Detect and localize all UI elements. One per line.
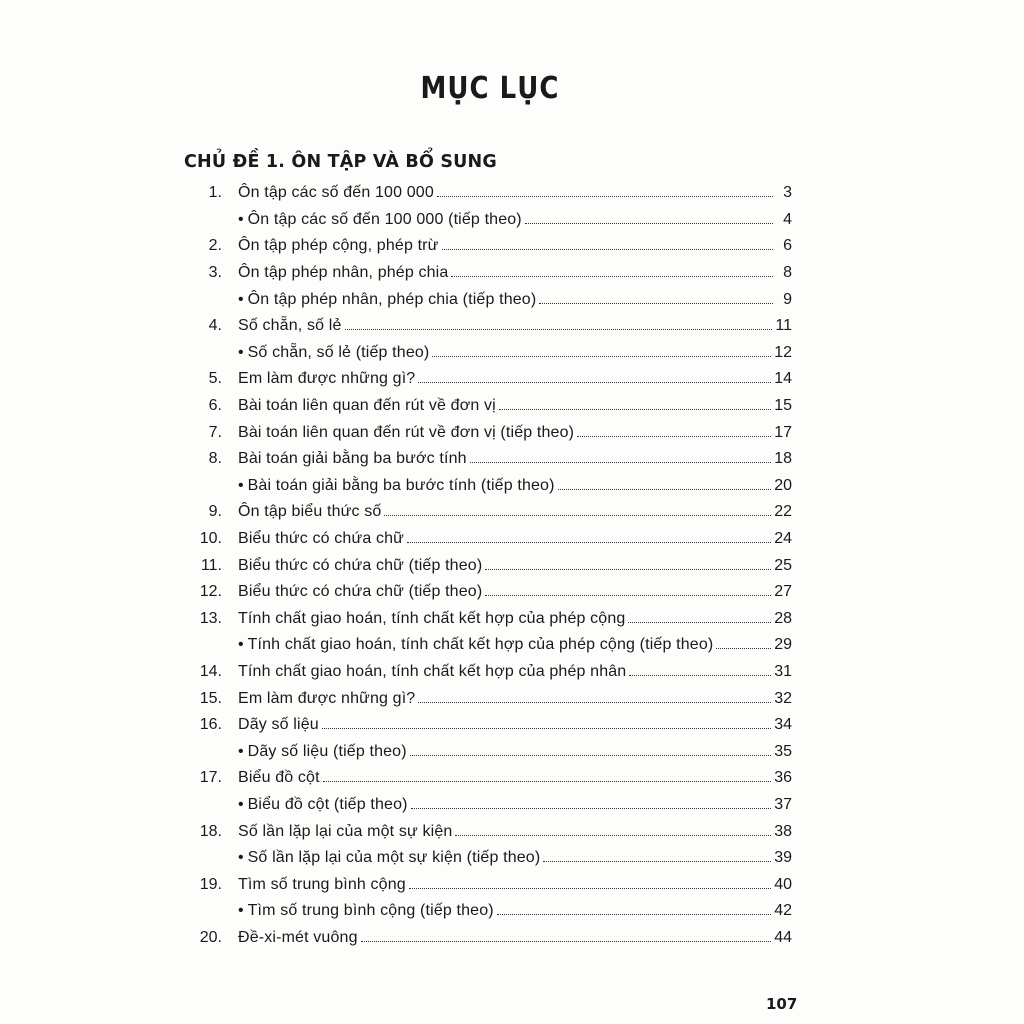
entry-number: 12. (199, 583, 222, 601)
dot-leader (628, 622, 771, 623)
entry-line (238, 902, 792, 920)
entry-title: Dãy số liệu (tiếp theo) (247, 742, 407, 760)
toc-subentry (0, 207, 1024, 234)
dot-leader (407, 542, 771, 543)
entry-number: 18. (199, 822, 222, 840)
entry-title: Ôn tập phép cộng, phép trừ (238, 237, 439, 255)
entry-page-number: 25 (774, 556, 792, 574)
entry-line (238, 929, 792, 947)
dot-leader (470, 462, 772, 463)
entry-line (238, 503, 792, 521)
entry-page-number: 32 (774, 689, 792, 707)
entry-page-number: 9 (783, 290, 792, 308)
entry-page-number: 35 (774, 742, 792, 760)
entry-number: 19. (199, 875, 222, 893)
entry-page-number: 44 (774, 928, 792, 946)
toc-entry (0, 925, 1024, 952)
entry-page-number: 27 (774, 583, 792, 601)
dot-leader (539, 303, 773, 304)
toc-entry (0, 313, 1024, 340)
entry-line (238, 211, 792, 229)
toc-entry (0, 366, 1024, 393)
entry-number: 7. (208, 423, 222, 441)
dot-leader (418, 382, 771, 383)
dot-leader (455, 835, 771, 836)
bullet-icon: • (238, 849, 244, 867)
entry-title: Số chẵn, số lẻ (238, 317, 342, 335)
toc-subentry (0, 473, 1024, 500)
entry-number: 1. (208, 184, 222, 202)
dot-leader (410, 755, 772, 756)
dot-leader (558, 489, 772, 490)
entry-line (238, 636, 792, 654)
entry-number: 9. (208, 503, 222, 521)
toc-entry (0, 659, 1024, 686)
toc-entry (0, 765, 1024, 792)
bullet-icon: • (238, 795, 244, 813)
entry-line (238, 716, 792, 734)
dot-leader (716, 648, 771, 649)
entry-line (238, 530, 792, 548)
entry-page-number: 38 (774, 822, 792, 840)
entry-number: 20. (199, 928, 222, 946)
entry-title: Ôn tập biểu thức số (238, 503, 382, 521)
bullet-icon: • (238, 343, 244, 361)
entry-line (238, 823, 792, 841)
entry-number: 8. (208, 450, 222, 468)
entry-title: Tìm số trung bình cộng (238, 875, 406, 893)
entry-page-number: 8 (783, 264, 792, 282)
entry-line (238, 663, 792, 681)
toc-entry (0, 871, 1024, 898)
entry-title: Bài toán liên quan đến rút về đơn vị (238, 397, 496, 415)
chapter-heading: CHỦ ĐỀ 1. ÔN TẬP VÀ BỔ SUNG (184, 152, 497, 172)
toc-entry (0, 499, 1024, 526)
entry-number: 11. (200, 556, 222, 574)
page-title: MỤC LỤC (420, 71, 560, 107)
dot-leader (525, 223, 773, 224)
entry-title: Em làm được những gì? (238, 689, 416, 707)
entry-line (238, 690, 792, 708)
entry-title: Tính chất giao hoán, tính chất kết hợp của phép cộng (tiếp theo) (247, 636, 714, 654)
dot-leader (323, 781, 771, 782)
entry-title: Số lần lặp lại của một sự kiện (238, 822, 453, 840)
dot-leader (345, 329, 773, 330)
entry-line (238, 796, 792, 814)
dot-leader (629, 675, 771, 676)
entry-page-number: 14 (774, 370, 792, 388)
dot-leader (432, 356, 771, 357)
entry-title: Đề-xi-mét vuông (238, 928, 358, 946)
entry-title: Ôn tập các số đến 100 000 (tiếp theo) (247, 210, 522, 228)
entry-number: 6. (208, 397, 222, 415)
entry-line (238, 450, 792, 468)
toc-entry (0, 552, 1024, 579)
entry-number: 13. (199, 609, 222, 627)
bullet-icon: • (238, 210, 244, 228)
entry-title: Biểu thức có chứa chữ (tiếp theo) (238, 583, 483, 601)
toc-subentry (0, 898, 1024, 925)
entry-title: Biểu đồ cột (tiếp theo) (247, 795, 408, 813)
bullet-icon: • (238, 476, 244, 494)
entry-title: Ôn tập phép nhân, phép chia (238, 264, 449, 282)
dot-leader (451, 276, 773, 277)
entry-page-number: 37 (774, 795, 792, 813)
entry-number: 4. (208, 317, 222, 335)
dot-leader (418, 702, 771, 703)
entry-page-number: 29 (774, 636, 792, 654)
entry-number: 3. (208, 264, 222, 282)
dot-leader (411, 808, 772, 809)
entry-title: Số chẵn, số lẻ (tiếp theo) (247, 343, 430, 361)
entry-page-number: 34 (774, 716, 792, 734)
dot-leader (384, 515, 771, 516)
entry-page-number: 40 (774, 875, 792, 893)
dot-leader (361, 941, 772, 942)
entry-page-number: 42 (774, 902, 792, 920)
entry-line (238, 876, 792, 894)
entry-title: Bài toán giải bằng ba bước tính (tiếp theo) (247, 476, 555, 494)
entry-line (238, 397, 792, 415)
toc-entry (0, 526, 1024, 553)
entry-line (238, 424, 792, 442)
entry-page-number: 11 (775, 317, 792, 335)
dot-leader (499, 409, 771, 410)
entry-title: Tìm số trung bình cộng (tiếp theo) (247, 902, 494, 920)
entry-number: 14. (199, 662, 222, 680)
toc-entry (0, 260, 1024, 287)
entry-title: Bài toán liên quan đến rút về đơn vị (tiếp theo) (238, 423, 575, 441)
entry-number: 15. (199, 689, 222, 707)
entry-page-number: 36 (774, 769, 792, 787)
entry-number: 2. (208, 237, 222, 255)
entry-line (238, 184, 792, 202)
toc-entry (0, 606, 1024, 633)
toc-entry (0, 180, 1024, 207)
bullet-icon: • (238, 636, 244, 654)
toc-entry (0, 579, 1024, 606)
entry-page-number: 4 (783, 210, 792, 228)
entry-page-number: 20 (774, 476, 792, 494)
entry-number: 17. (199, 769, 222, 787)
entry-title: Em làm được những gì? (238, 370, 416, 388)
toc-entry (0, 419, 1024, 446)
entry-line (238, 344, 792, 362)
entry-line (238, 477, 792, 495)
entry-title: Tính chất giao hoán, tính chất kết hợp của phép nhân (238, 662, 627, 680)
entry-title: Bài toán giải bằng ba bước tính (238, 450, 467, 468)
entry-title: Biểu thức có chứa chữ (tiếp theo) (238, 556, 483, 574)
entry-page-number: 39 (774, 849, 792, 867)
entry-line (238, 557, 792, 575)
toc-entry (0, 685, 1024, 712)
toc-entry (0, 233, 1024, 260)
entry-line (238, 743, 792, 761)
dot-leader (577, 436, 771, 437)
entry-title: Dãy số liệu (238, 716, 319, 734)
toc-entry (0, 393, 1024, 420)
entry-title: Số lần lặp lại của một sự kiện (tiếp theo) (247, 849, 541, 867)
toc-subentry (0, 286, 1024, 313)
entry-page-number: 31 (774, 662, 792, 680)
entry-page-number: 12 (774, 343, 792, 361)
entry-page-number: 3 (783, 184, 792, 202)
bullet-icon: • (238, 742, 244, 760)
toc-subentry (0, 738, 1024, 765)
dot-leader (485, 595, 771, 596)
dot-leader (322, 728, 771, 729)
entry-title: Biểu đồ cột (238, 769, 320, 787)
dot-leader (437, 196, 773, 197)
entry-line (238, 583, 792, 601)
dot-leader (497, 914, 771, 915)
toc-entry (0, 712, 1024, 739)
toc-subentry (0, 632, 1024, 659)
entry-line (238, 849, 792, 867)
entry-line (238, 264, 792, 282)
toc-entry (0, 818, 1024, 845)
bullet-icon: • (238, 290, 244, 308)
entry-title: Ôn tập phép nhân, phép chia (tiếp theo) (247, 290, 537, 308)
entry-page-number: 17 (774, 423, 792, 441)
entry-page-number: 22 (774, 503, 792, 521)
entry-title: Ôn tập các số đến 100 000 (238, 184, 434, 202)
entry-page-number: 24 (774, 530, 792, 548)
entry-page-number: 6 (783, 237, 792, 255)
entry-title: Biểu thức có chứa chữ (238, 530, 405, 548)
toc-subentry (0, 340, 1024, 367)
entry-line (238, 317, 792, 335)
entry-number: 10. (199, 530, 222, 548)
toc-subentry (0, 845, 1024, 872)
entry-line (238, 610, 792, 628)
table-of-contents (0, 180, 1024, 951)
toc-subentry (0, 792, 1024, 819)
toc-entry (0, 446, 1024, 473)
entry-line (238, 291, 792, 309)
entry-page-number: 28 (774, 609, 792, 627)
entry-title: Tính chất giao hoán, tính chất kết hợp của phép cộng (238, 609, 626, 627)
entry-line (238, 769, 792, 787)
page-number: 107 (766, 995, 798, 1013)
dot-leader (442, 249, 773, 250)
bullet-icon: • (238, 902, 244, 920)
entry-line (238, 237, 792, 255)
entry-number: 16. (199, 716, 222, 734)
entry-page-number: 18 (774, 450, 792, 468)
dot-leader (485, 569, 771, 570)
entry-number: 5. (208, 370, 222, 388)
entry-page-number: 15 (774, 397, 792, 415)
dot-leader (543, 861, 771, 862)
entry-line (238, 370, 792, 388)
dot-leader (409, 888, 771, 889)
